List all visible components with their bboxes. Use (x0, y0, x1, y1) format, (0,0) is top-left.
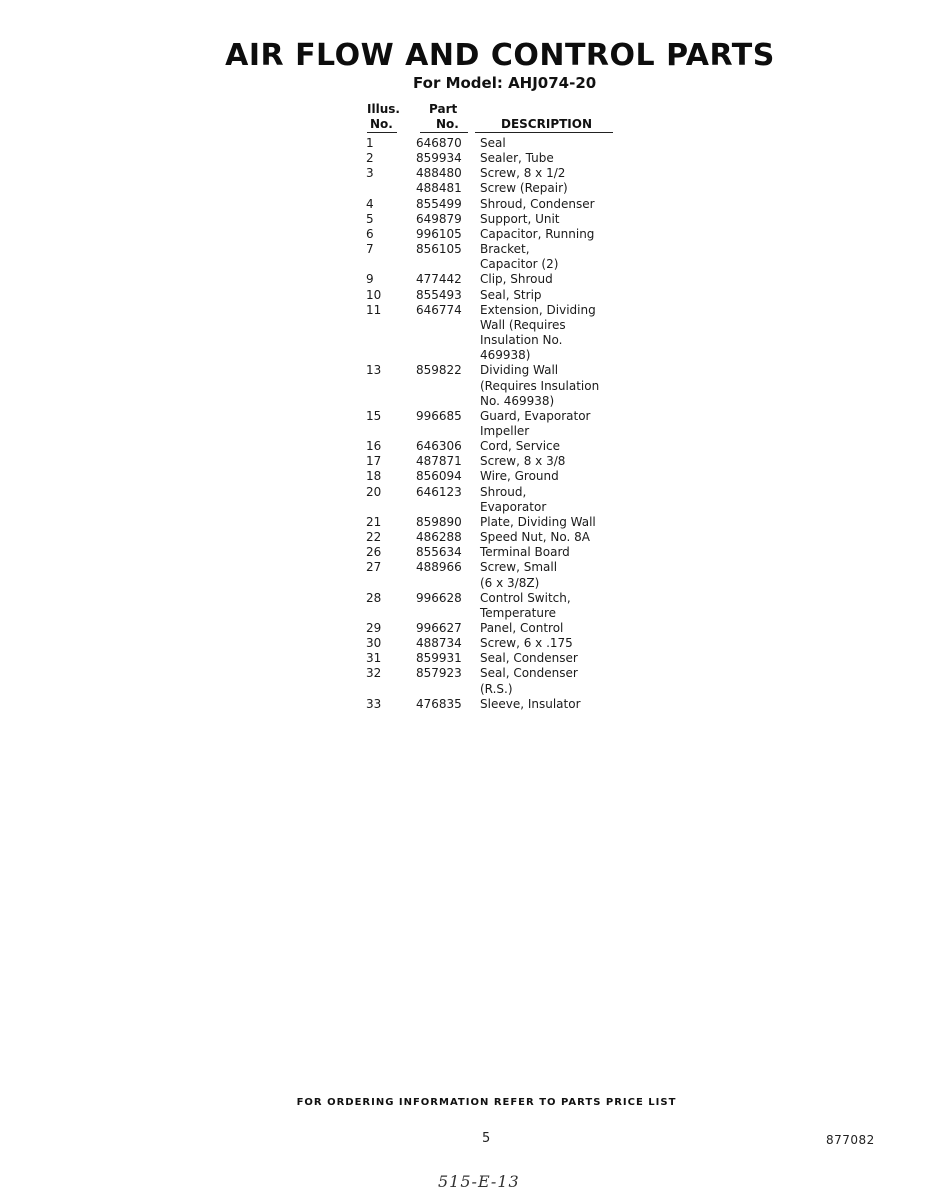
description-line: Seal, Condenser (480, 666, 578, 681)
description-line: 469938) (480, 348, 531, 363)
part-number: 488966 (416, 560, 462, 575)
description-line: Evaporator (480, 499, 547, 514)
description-line: (Requires Insulation (480, 378, 600, 393)
illus-number: 29 (366, 621, 382, 635)
illus-number: 2 (366, 151, 374, 166)
illus-number: 16 (366, 439, 382, 454)
description-line: Screw (Repair) (480, 181, 568, 196)
table-row (366, 469, 626, 484)
part-number: 996627 (416, 621, 462, 635)
illus-number: 7 (366, 242, 374, 257)
table-row (366, 545, 626, 560)
illus-number: 15 (366, 408, 382, 423)
part-description (480, 666, 626, 696)
part-number: 649879 (416, 211, 462, 226)
part-number: 855499 (416, 196, 462, 211)
illus-number: 20 (366, 484, 382, 499)
description-line: Capacitor (2) (480, 257, 559, 272)
part-description (480, 651, 626, 666)
part-description (480, 454, 626, 469)
table-row (366, 242, 626, 272)
table-row (366, 303, 626, 364)
description-line: Wire, Ground (480, 469, 559, 484)
illus-number: 28 (366, 590, 382, 605)
table-row (366, 227, 626, 242)
part-number: 646306 (416, 439, 462, 454)
part-number: 488480 (416, 166, 462, 181)
illus-number: 6 (366, 226, 374, 241)
part-description (480, 272, 626, 287)
part-number: 488734 (416, 636, 462, 651)
part-number: 646774 (416, 302, 462, 317)
header-rule-desc (475, 132, 613, 133)
description-line: (R.S.) (480, 681, 513, 696)
table-row (366, 621, 626, 636)
table-row (366, 591, 626, 621)
part-description (480, 560, 626, 590)
table-row (366, 560, 626, 590)
description-line: Terminal Board (480, 545, 570, 560)
description-header: DESCRIPTION (501, 117, 593, 131)
description-line: Capacitor, Running (480, 226, 595, 241)
part-number: 859934 (416, 151, 462, 166)
illus-number: 11 (366, 302, 382, 317)
part-number: 996685 (416, 408, 462, 423)
part-number: 855634 (416, 545, 462, 560)
part-description (480, 469, 626, 484)
part-number: 856094 (416, 469, 462, 484)
part-number: 859822 (416, 363, 462, 378)
part-description (480, 197, 626, 212)
part-header-line1: Part (429, 102, 458, 116)
description-line: Sleeve, Insulator (480, 696, 581, 711)
description-line: Control Switch, (480, 590, 571, 605)
table-row (366, 136, 626, 151)
table-row (366, 636, 626, 651)
table-row (366, 181, 626, 196)
part-description (480, 485, 626, 515)
part-description (480, 697, 626, 712)
part-number: 646123 (416, 484, 462, 499)
part-number: 646870 (416, 136, 462, 150)
description-line: Cord, Service (480, 439, 561, 454)
description-line: Panel, Control (480, 621, 564, 635)
part-description (480, 409, 626, 439)
description-line: Seal, Condenser (480, 651, 578, 666)
part-number: 487871 (416, 454, 462, 469)
illus-number: 1 (366, 136, 374, 150)
illus-number: 27 (366, 560, 382, 575)
ordering-note: FOR ORDERING INFORMATION REFER TO PARTS PRICE LIST (296, 1097, 677, 1108)
part-number: 477442 (416, 272, 462, 287)
part-description (480, 363, 626, 408)
illus-number: 18 (366, 469, 382, 484)
illus-number: 10 (366, 287, 382, 302)
table-row (366, 651, 626, 666)
part-description (480, 242, 626, 272)
description-line: Extension, Dividing (480, 302, 596, 317)
table-row (366, 530, 626, 545)
description-line: Plate, Dividing Wall (480, 514, 596, 529)
table-row (366, 272, 626, 287)
table-row (366, 515, 626, 530)
part-description (480, 591, 626, 621)
description-line: Dividing Wall (480, 363, 559, 378)
part-description (480, 288, 626, 303)
model-subtitle: For Model: AHJ074-20 (413, 74, 597, 92)
illus-number: 9 (366, 272, 374, 287)
illus-header-line2: No. (370, 117, 393, 131)
illus-number: 32 (366, 666, 382, 681)
part-description (480, 212, 626, 227)
part-description (480, 515, 626, 530)
illus-header-line1: Illus. (367, 102, 400, 116)
table-row (366, 363, 626, 408)
part-description (480, 439, 626, 454)
illus-number: 33 (366, 696, 382, 711)
illus-number: 3 (366, 166, 374, 181)
part-number: 476835 (416, 696, 462, 711)
table-row (366, 409, 626, 439)
table-row (366, 666, 626, 696)
illus-number: 17 (366, 454, 382, 469)
description-line: Insulation No. (480, 333, 563, 348)
part-number: 996628 (416, 590, 462, 605)
description-line: (6 x 3/8Z) (480, 575, 540, 590)
part-number: 996105 (416, 226, 462, 241)
description-line: Guard, Evaporator (480, 408, 591, 423)
parts-table (366, 136, 626, 712)
description-line: Sealer, Tube (480, 151, 554, 166)
description-line: Bracket, (480, 242, 530, 257)
description-line: Temperature (480, 605, 557, 620)
table-row (366, 212, 626, 227)
description-line: Wall (Requires (480, 317, 566, 332)
table-row (366, 485, 626, 515)
part-description (480, 545, 626, 560)
page-title: AIR FLOW AND CONTROL PARTS (225, 38, 775, 73)
description-line: Screw, 6 x .175 (480, 636, 573, 651)
illus-no-header (367, 102, 400, 132)
part-description (480, 166, 626, 181)
part-number: 486288 (416, 530, 462, 545)
description-line: Clip, Shroud (480, 272, 553, 287)
part-description (480, 227, 626, 242)
illus-number: 30 (366, 636, 382, 651)
description-line: Screw, 8 x 3/8 (480, 454, 566, 469)
header-rule-part (420, 132, 468, 133)
part-number: 856105 (416, 242, 462, 257)
table-row (366, 454, 626, 469)
description-line: Screw, 8 x 1/2 (480, 166, 566, 181)
description-line: Seal (480, 136, 506, 150)
part-number: 859890 (416, 514, 462, 529)
illus-number: 22 (366, 530, 382, 545)
part-number: 859931 (416, 651, 462, 666)
table-row (366, 197, 626, 212)
part-number: 855493 (416, 287, 462, 302)
part-description (480, 181, 626, 196)
illus-number: 26 (366, 545, 382, 560)
part-description (480, 621, 626, 636)
table-row (366, 166, 626, 181)
description-line: Shroud, (480, 484, 527, 499)
part-no-header (429, 102, 459, 132)
description-line: No. 469938) (480, 393, 555, 408)
illus-number: 21 (366, 514, 382, 529)
table-row (366, 151, 626, 166)
part-description (480, 636, 626, 651)
table-row (366, 697, 626, 712)
illus-number: 13 (366, 363, 382, 378)
description-line: Support, Unit (480, 211, 560, 226)
description-line: Impeller (480, 423, 530, 438)
header-rule-illus (367, 132, 397, 133)
document-number: 877082 (826, 1133, 875, 1147)
handwritten-code: 515-E-13 (438, 1172, 520, 1191)
description-line: Seal, Strip (480, 287, 542, 302)
description-line: Shroud, Condenser (480, 196, 595, 211)
description-line: Screw, Small (480, 560, 558, 575)
part-number: 488481 (416, 181, 462, 196)
table-row (366, 288, 626, 303)
table-row (366, 439, 626, 454)
description-line: Speed Nut, No. 8A (480, 530, 590, 545)
part-number: 857923 (416, 666, 462, 681)
part-description (480, 530, 626, 545)
illus-number: 31 (366, 651, 382, 666)
part-description (480, 136, 626, 151)
part-description (480, 303, 626, 364)
part-header-line2: No. (436, 117, 459, 131)
illus-number: 4 (366, 196, 374, 211)
page-number: 5 (482, 1131, 491, 1146)
part-description (480, 151, 626, 166)
illus-number: 5 (366, 211, 374, 226)
